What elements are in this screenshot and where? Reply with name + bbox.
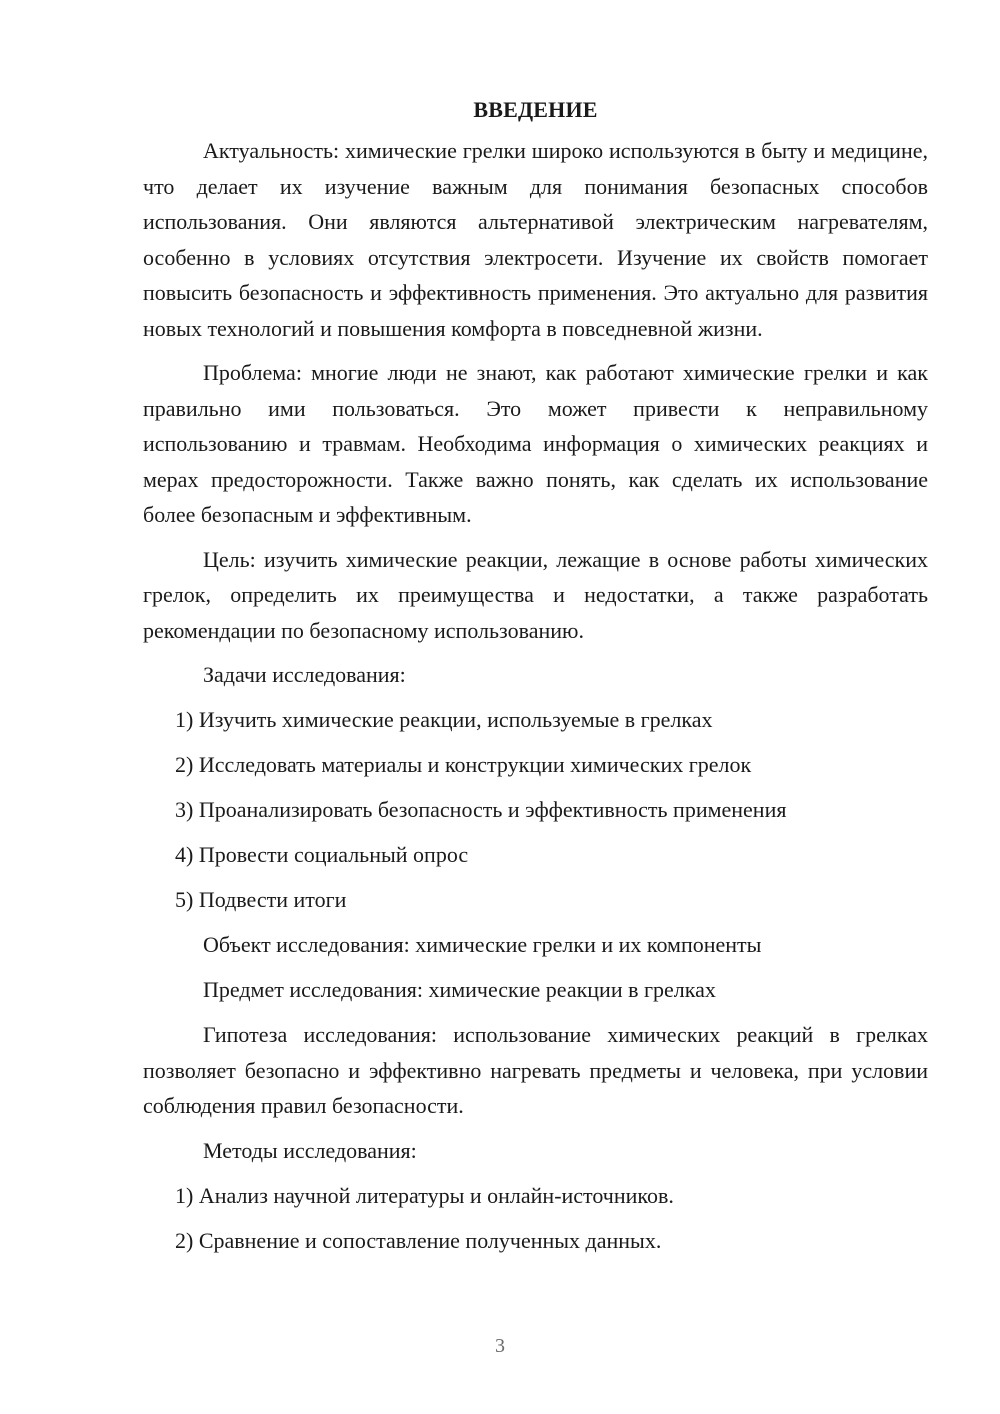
methods-heading: Методы исследования: [203,1137,417,1163]
list-item: 3) Проанализировать безопасность и эффективность применения [175,797,787,822]
research-object: Объект исследования: химические грелки и их компоненты [203,932,762,957]
goal-paragraph: Цель: изучить химические реакции, лежащие в основе работы химических грелок, определить их преимущества и недостатки, а также разработать рекомендации по безопасному использованию. [143,546,928,643]
relevance-paragraph: Актуальность: химические грелки широко используются в быту и медицине, что делает их изучение важным для понимания безопасных способов использования. Они являются альтернативой электрическим нагревателям, особенно в условиях отсутствия электросети. Изучение их свойств помогает повысить безопасность и эффективность применения. Это актуально для развития новых технологий и повышения комфорта в повседневной жизни. [143,138,928,341]
tasks-list [143,702,928,918]
list-item: 2) Сравнение и сопоставление полученных данных. [175,1227,662,1253]
document-page [143,92,928,1268]
list-item: 4) Провести социальный опрос [175,842,469,867]
page-title: ВВЕДЕНИЕ [473,97,598,122]
page-number: 3 [495,1335,505,1357]
problem-paragraph: Проблема: многие люди не знают, как работают химические грелки и как правильно ими пользоваться. Это может привести к неправильному использованию и травмам. Необходима информация о химических реакциях и мерах предосторожности. Также важно понять, как сделать их использование более безопасным и эффективным. [143,360,928,527]
list-item: 1) Анализ научной литературы и онлайн-источников. [175,1182,674,1208]
research-subject: Предмет исследования: химические реакции в грелках [203,977,716,1002]
methods-list [143,1178,928,1259]
hypothesis-paragraph: Гипотеза исследования: использование химических реакций в грелках позволяет безопасно и эффективно нагревать предметы и человека, при условии соблюдения правил безопасности. [143,1022,928,1118]
tasks-heading: Задачи исследования: [203,662,406,687]
list-item: 1) Изучить химические реакции, используемые в грелках [175,707,713,732]
list-item: 2) Исследовать материалы и конструкции химических грелок [175,752,752,777]
list-item: 5) Подвести итоги [175,887,347,912]
